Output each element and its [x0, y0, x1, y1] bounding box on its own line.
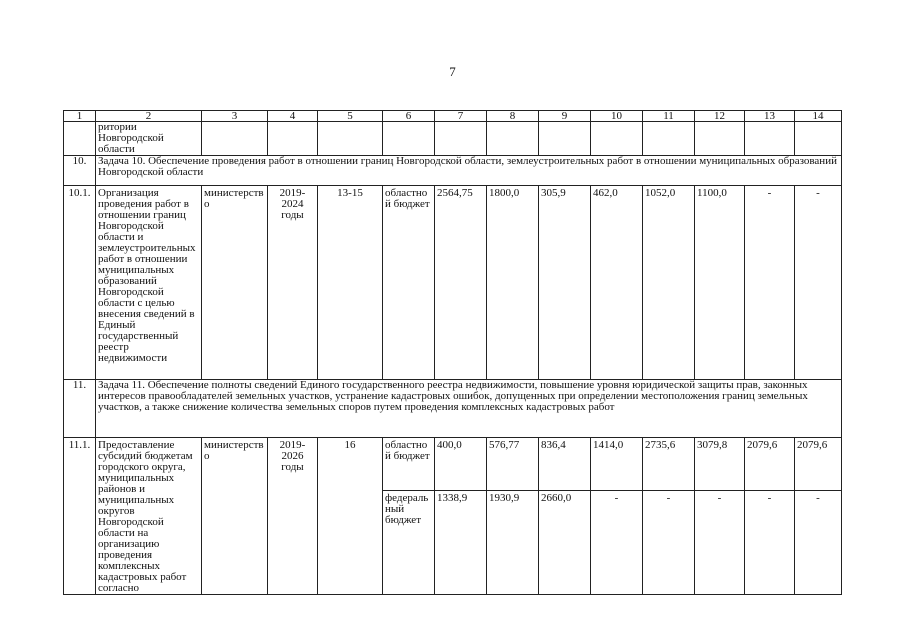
activity-name: Предоставление субсидий бюджетам городского округа, муниципальных районов и муниципальных округов Новгородской области на организацию проведения комплексных кадастровых работ согласно — [96, 438, 202, 595]
value-cell: 2660,0 — [539, 491, 591, 595]
value-cell: 462,0 — [591, 186, 643, 380]
table-row — [64, 438, 842, 491]
col-header: 14 — [795, 111, 842, 122]
col-header: 8 — [487, 111, 539, 122]
activity-name: Организация проведения работ в отношении границ Новгородской области и землеустроительных работ в отношении муниципальных образований Новгородской области с целью внесения сведений в Единый государственный реестр недвижимости — [96, 186, 202, 380]
funding-source: областной бюджет — [383, 438, 435, 491]
program-table — [63, 110, 842, 595]
col-header: 13 — [745, 111, 795, 122]
funding-source: федеральный бюджет — [383, 491, 435, 595]
value-cell: 1100,0 — [695, 186, 745, 380]
value-cell: 1930,9 — [487, 491, 539, 595]
target-indicator: 13-15 — [318, 186, 383, 380]
task-row — [64, 156, 842, 186]
value-cell: - — [695, 491, 745, 595]
table-row — [64, 186, 842, 380]
period: 2019-2026 годы — [268, 438, 318, 595]
task-number: 11. — [64, 380, 96, 438]
col-header: 2 — [96, 111, 202, 122]
header-row — [64, 111, 842, 122]
value-cell: - — [795, 186, 842, 380]
value-cell: 2079,6 — [795, 438, 842, 491]
value-cell: 305,9 — [539, 186, 591, 380]
value-cell: 1052,0 — [643, 186, 695, 380]
value-cell: - — [591, 491, 643, 595]
task-text: Задача 10. Обеспечение проведения работ в отношении границ Новгородской области, землеустроительных работ в отношении муниципальных образований Новгородской области — [96, 156, 842, 186]
col-header: 10 — [591, 111, 643, 122]
task-number: 10. — [64, 156, 96, 186]
col-header: 4 — [268, 111, 318, 122]
value-cell: 2079,6 — [745, 438, 795, 491]
value-cell: 400,0 — [435, 438, 487, 491]
col-header: 11 — [643, 111, 695, 122]
task-row — [64, 380, 842, 438]
executor: министерство — [202, 438, 268, 595]
value-cell: 1414,0 — [591, 438, 643, 491]
executor: министерство — [202, 186, 268, 380]
col-header: 7 — [435, 111, 487, 122]
funding-source: областной бюджет — [383, 186, 435, 380]
task-text: Задача 11. Обеспечение полноты сведений Единого государственного реестра недвижимости, повышение уровня юридической защиты прав, законных интересов правообладателей земельных участков, устранение кадастровых ошибок, допущенных при определении местоположения границ земельных участков, а также снижение количества земельных споров путем проведения комплексных кадастровых работ — [96, 380, 842, 438]
period: 2019-2024 годы — [268, 186, 318, 380]
value-cell: 2735,6 — [643, 438, 695, 491]
value-cell: 576,77 — [487, 438, 539, 491]
value-cell: - — [795, 491, 842, 595]
value-cell: 3079,8 — [695, 438, 745, 491]
value-cell: 1338,9 — [435, 491, 487, 595]
target-indicator: 16 — [318, 438, 383, 595]
col-header: 1 — [64, 111, 96, 122]
col-header: 12 — [695, 111, 745, 122]
value-cell: 2564,75 — [435, 186, 487, 380]
cell-text: ритории Новгородской области — [96, 122, 202, 156]
page-number: 7 — [449, 64, 456, 79]
continuation-row — [64, 122, 842, 156]
value-cell: - — [745, 186, 795, 380]
value-cell: - — [643, 491, 695, 595]
col-header: 9 — [539, 111, 591, 122]
value-cell: 836,4 — [539, 438, 591, 491]
col-header: 5 — [318, 111, 383, 122]
col-header: 3 — [202, 111, 268, 122]
value-cell: 1800,0 — [487, 186, 539, 380]
row-number: 11.1. — [64, 438, 96, 595]
col-header: 6 — [383, 111, 435, 122]
value-cell: - — [745, 491, 795, 595]
row-number: 10.1. — [64, 186, 96, 380]
